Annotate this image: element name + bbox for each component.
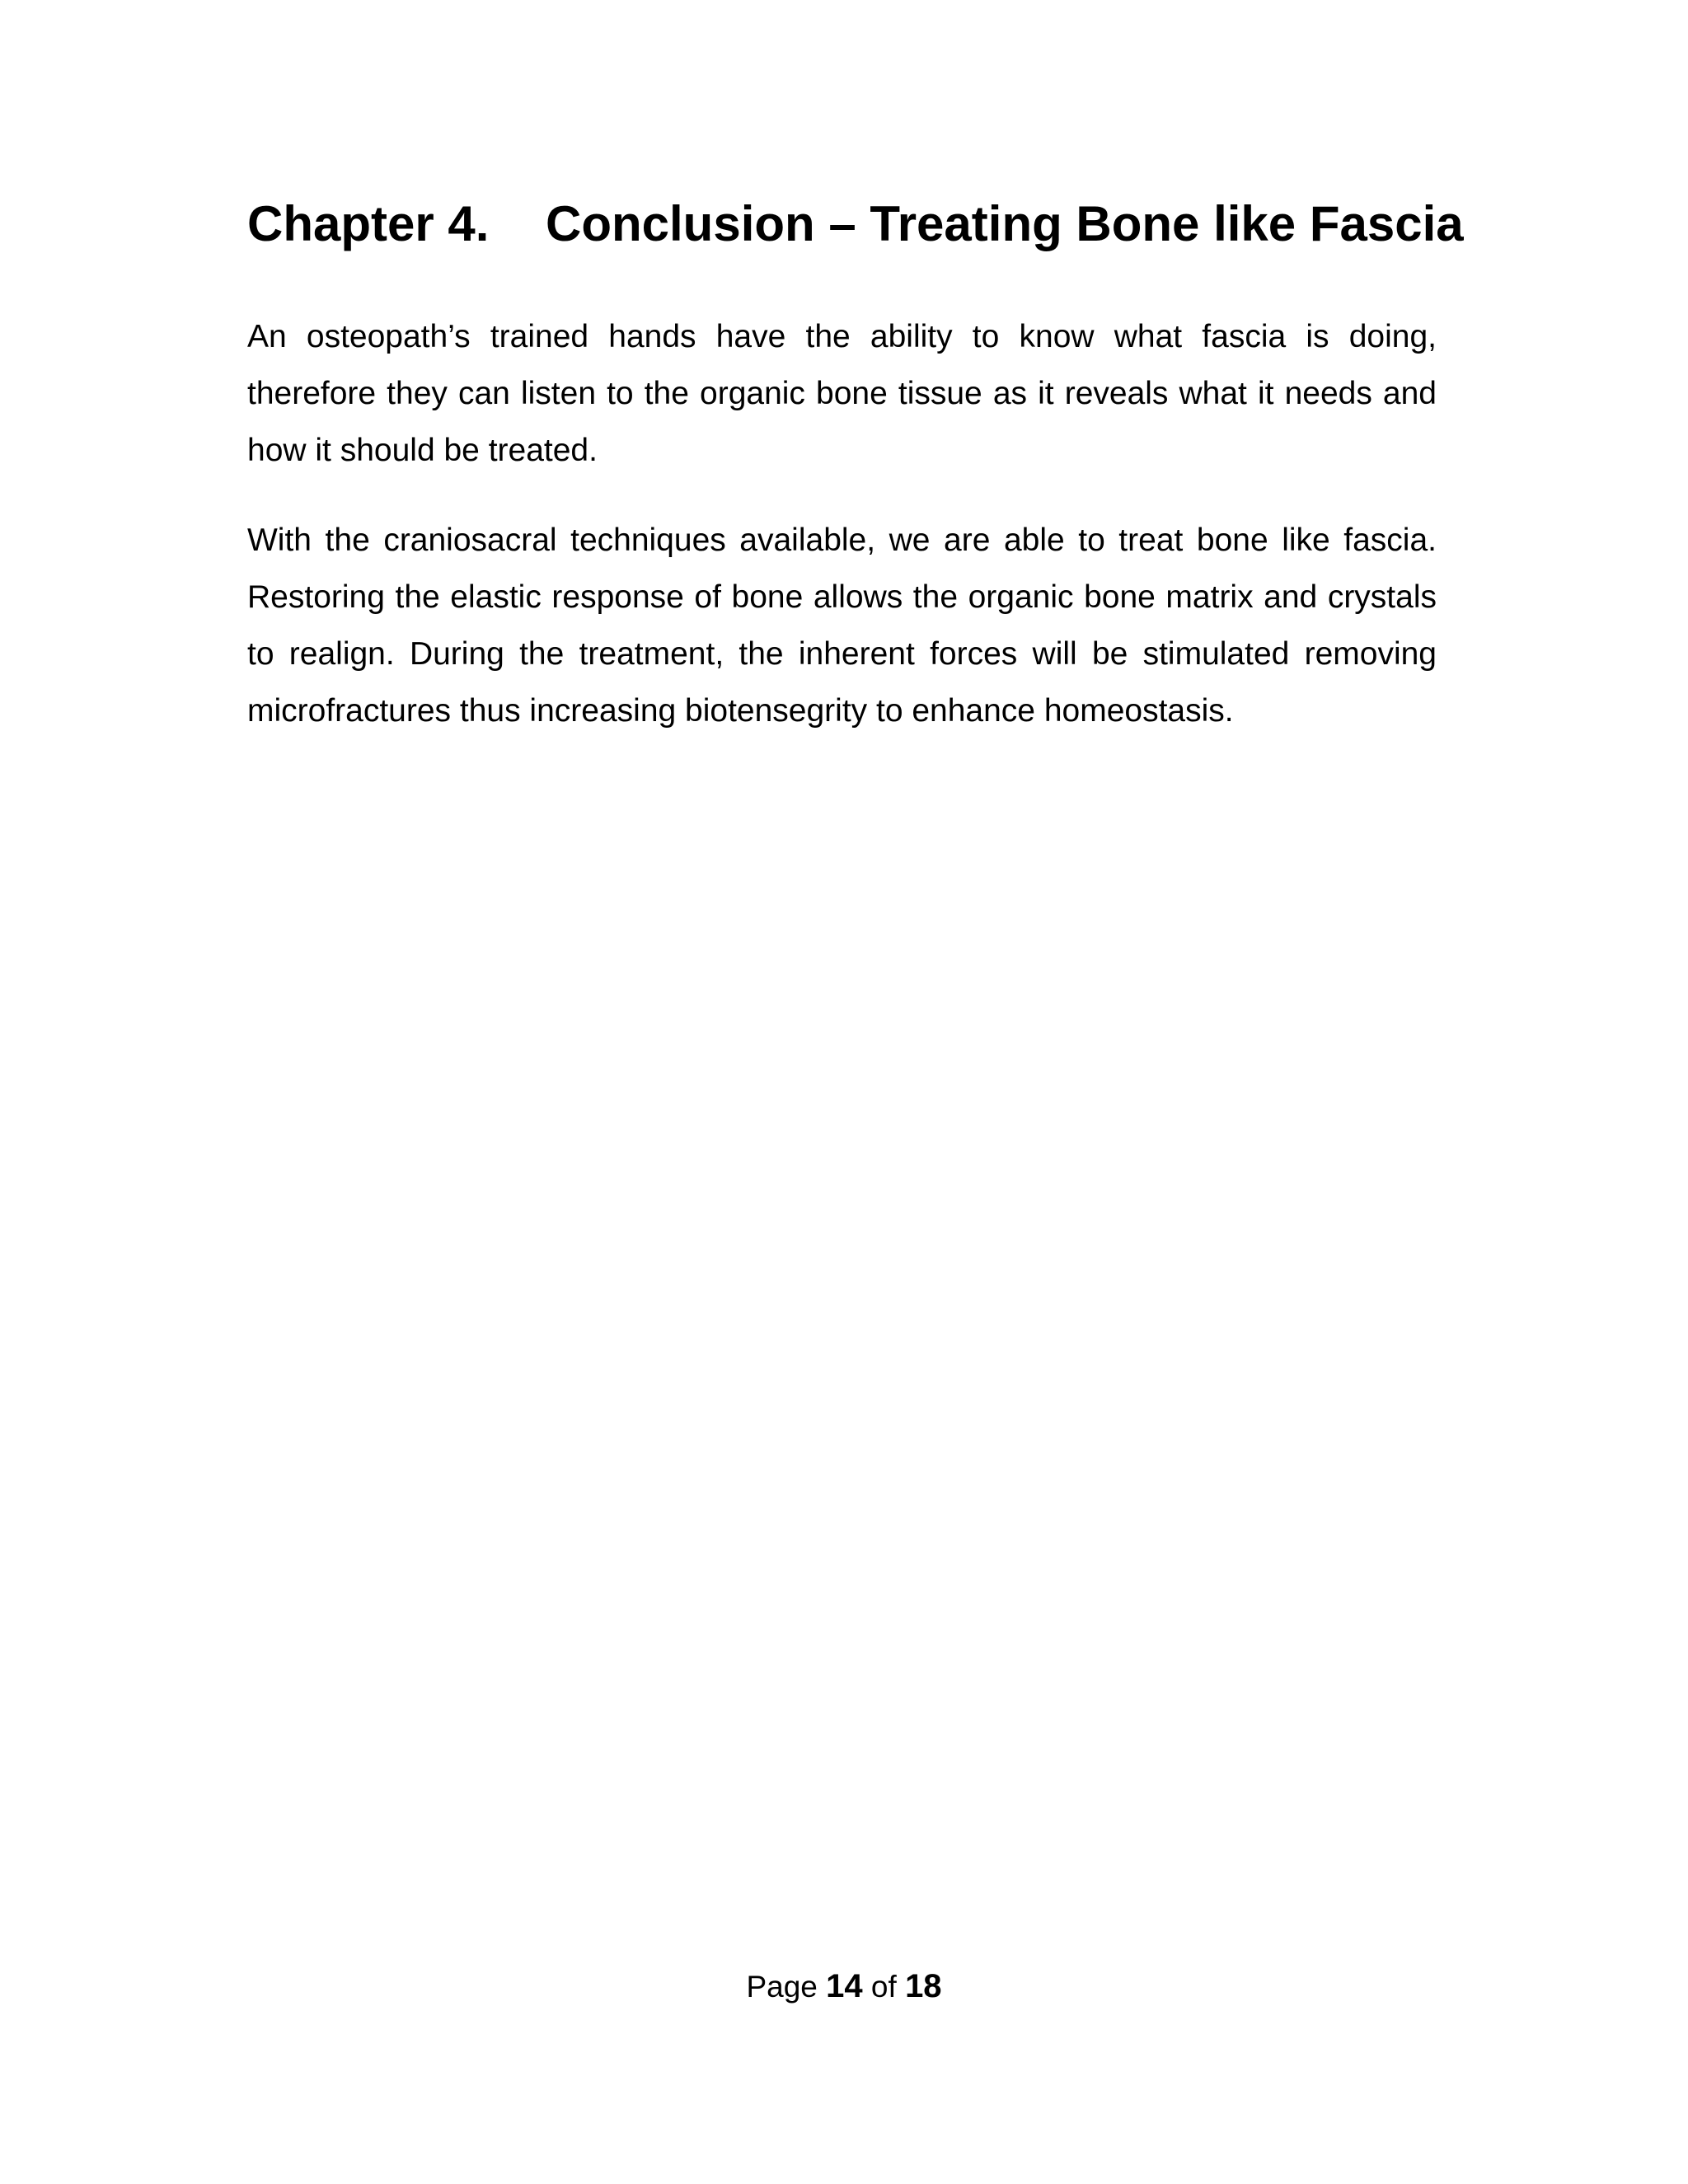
body-paragraph: With the craniosacral techniques available, we are able to treat bone like fascia. Restoring the elastic response of bone allows the organic bone matrix and crystals to realign. During the treatment, the inherent forces will be stimulated removing microfractures thus increasing biotensegrity to enhance homeostasis.	[247, 523, 1437, 729]
page-number-footer	[0, 1966, 1688, 2008]
chapter-title: Conclusion – Treating Bone like Fascia	[546, 196, 1464, 251]
chapter-number: Chapter 4.	[247, 196, 490, 251]
current-page-number: 14	[826, 1968, 863, 2004]
total-pages-number: 18	[905, 1968, 942, 2004]
body-paragraph: An osteopath’s trained hands have the ability to know what fascia is doing, therefore they can listen to the organic bone tissue as it reveals what it needs and how it should be treated.	[247, 319, 1437, 468]
page-label: Page	[746, 1970, 818, 2004]
of-label: of	[870, 1970, 897, 2004]
chapter-heading	[247, 194, 1464, 254]
